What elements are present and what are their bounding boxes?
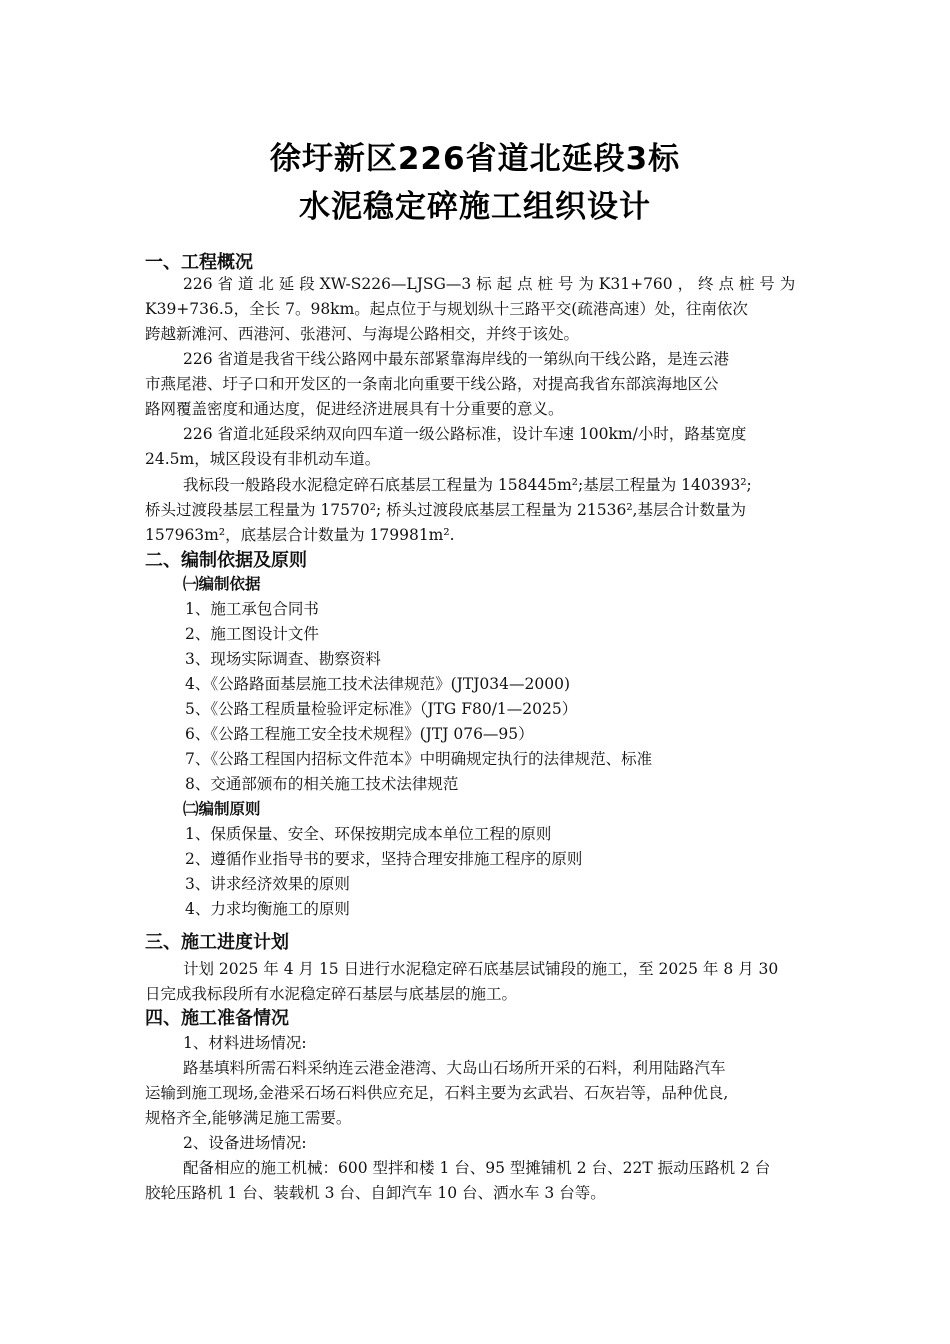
paragraph-line: 计划 2025 年 4 月 15 日进行水泥稳定碎石底基层试铺段的施工，至 2025 年 8 月 30 [183, 960, 779, 978]
subsection-heading: 1、材料进场情况: [183, 1034, 307, 1052]
list-item: 4、力求均衡施工的原则 [185, 900, 350, 918]
paragraph-line: 157963m²，底基层合计数量为 179981m². [145, 526, 455, 544]
paragraph-line: 路网覆盖密度和通达度，促进经济进展具有十分重要的意义。 [145, 400, 564, 418]
document-title-line-2: 水泥稳定碎施工组织设计 [299, 189, 651, 225]
paragraph-line: 226 省道是我省干线公路网中最东部紧靠海岸线的一第纵向干线公路，是连云港 [183, 350, 730, 368]
list-item: 2、遵循作业指导书的要求，坚持合理安排施工程序的原则 [185, 850, 583, 868]
list-item: 5、《公路工程质量检验评定标准》（JTG F80/1—2025） [185, 700, 578, 718]
paragraph-line: 运输到施工现场,金港采石场石料供应充足，石料主要为玄武岩、石灰岩等，品种优良, [145, 1084, 729, 1102]
paragraph-line: 226 省 道 北 延 段 XW-S226—LJSG—3 标 起 点 桩 号 为 K31+760 ， 终 点 桩 号 为 [183, 275, 796, 293]
section-heading: 二、编制依据及原则 [145, 550, 307, 571]
section-heading: 一、工程概况 [145, 252, 253, 273]
paragraph-line: 我标段一般路段水泥稳定碎石底基层工程量为 158445m²;基层工程量为 140393²; [183, 476, 752, 494]
list-item: 6、《公路工程施工安全技术规程》(JTJ 076—95） [185, 725, 534, 743]
list-item: 4、《公路路面基层施工技术法律规范》(JTJ034—2000) [185, 675, 571, 693]
list-item: 7、《公路工程国内招标文件范本》中明确规定执行的法律规范、标准 [185, 750, 653, 768]
list-item: 1、施工承包合同书 [185, 600, 319, 618]
paragraph-line: 226 省道北延段采纳双向四车道一级公路标准，设计车速 100km/小时，路基宽度 [183, 425, 747, 443]
paragraph-line: 24.5m，城区段设有非机动车道。 [145, 450, 381, 468]
paragraph-line: 规格齐全,能够满足施工需要。 [145, 1109, 352, 1127]
paragraph-line: K39+736.5，全长 7。98km。起点位于与规划纵十三路平交(疏港高速）处，往南依次 [145, 300, 748, 318]
subsection-heading: ㈠编制依据 [183, 575, 261, 593]
paragraph-line: 胶轮压路机 1 台、装载机 3 台、自卸汽车 10 台、洒水车 3 台等。 [145, 1184, 606, 1202]
paragraph-line: 跨越新滩河、西港河、张港河、与海堤公路相交，并终于该处。 [145, 325, 580, 343]
subsection-heading: 2、设备进场情况: [183, 1134, 307, 1152]
section-heading: 三、施工进度计划 [145, 932, 289, 953]
list-item: 3、现场实际调查、勘察资料 [185, 650, 381, 668]
section-heading: 四、施工准备情况 [145, 1008, 289, 1029]
list-item: 2、施工图设计文件 [185, 625, 319, 643]
list-item: 3、讲求经济效果的原则 [185, 875, 350, 893]
subsection-heading: ㈡编制原则 [183, 800, 261, 818]
paragraph-line: 市燕尾港、圩子口和开发区的一条南北向重要干线公路，对提高我省东部滨海地区公 [145, 375, 719, 393]
paragraph-line: 日完成我标段所有水泥稳定碎石基层与底基层的施工。 [145, 985, 518, 1003]
document-title-line-1: 徐圩新区226省道北延段3标 [269, 141, 681, 177]
list-item: 8、交通部颁布的相关施工技术法律规范 [185, 775, 459, 793]
paragraph-line: 桥头过渡段基层工程量为 17570²; 桥头过渡段底基层工程量为 21536²,基层合计数量为 [145, 501, 746, 519]
paragraph-line: 配备相应的施工机械：600 型拌和楼 1 台、95 型摊铺机 2 台、22T 振动压路机 2 台 [183, 1159, 771, 1177]
list-item: 1、保质保量、安全、环保按期完成本单位工程的原则 [185, 825, 552, 843]
paragraph-line: 路基填料所需石料采纳连云港金港湾、大岛山石场所开采的石料，利用陆路汽车 [183, 1059, 726, 1077]
